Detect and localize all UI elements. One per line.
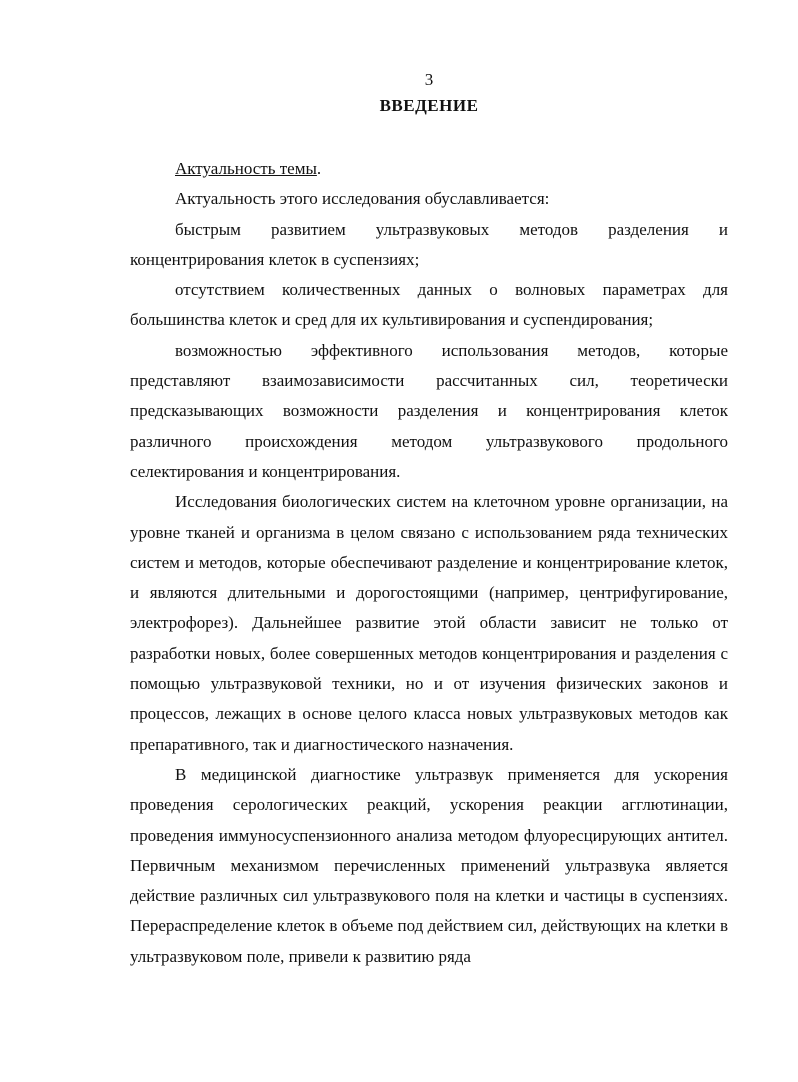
- topic-heading-text: Актуальность темы: [175, 159, 317, 178]
- paragraph-absence-of-data: отсутствием количественных данных о волновых параметрах для большинства клеток и сред для их культивирования и суспендирования;: [130, 280, 728, 330]
- page-number: 3: [424, 70, 434, 89]
- paragraph-research-systems: Исследования биологических систем на клеточном уровне организации, на уровне тканей и организма в целом связано с использованием ряда технических систем и методов, которые обеспечивают разделение и концентрирование клеток, и являются длительными и дорогостоящими (например, центрифугирование, электрофорез). Дальнейшее развитие этой области зависит не только от разработки новых, более совершенных методов концентрирования и разделения с помощью ультразвуковой техники, но и от изучения физических законов и процессов, лежащих в основе целого класса новых ультразвуковых методов как препаративного, так и диагностического назначения.: [130, 492, 728, 754]
- body-text: [130, 154, 728, 972]
- page-title: ВВЕДЕНИЕ: [379, 96, 479, 115]
- paragraph-medical-diagnostics: В медицинской диагностике ультразвук применяется для ускорения проведения серологических реакций, ускорения реакции агглютинации, проведения иммуносуспензионного анализа методом флуоресцирующих антител. Первичным механизмом перечисленных применений ультразвука является действие различных сил ультразвукового поля на клетки и частицы в суспензиях. Перераспределение клеток в объеме под действием сил, действующих на клетки в ультразвуковом поле, привели к развитию ряда: [130, 764, 728, 966]
- paragraph-rapid-development: быстрым развитием ультразвуковых методов разделения и концентрирования клеток в суспензиях;: [130, 219, 728, 269]
- topic-heading-period: .: [316, 159, 322, 178]
- topic-heading: [130, 154, 728, 184]
- paragraph-relevance-intro: Актуальность этого исследования обуславливается:: [175, 189, 550, 209]
- paragraph-possibility: возможностью эффективного использования методов, которые представляют взаимозависимости рассчитанных сил, теоретически предсказывающих возможности разделения и концентрирования клеток различного происхождения методом ультразвукового продольного селектирования и концентрирования.: [130, 340, 728, 481]
